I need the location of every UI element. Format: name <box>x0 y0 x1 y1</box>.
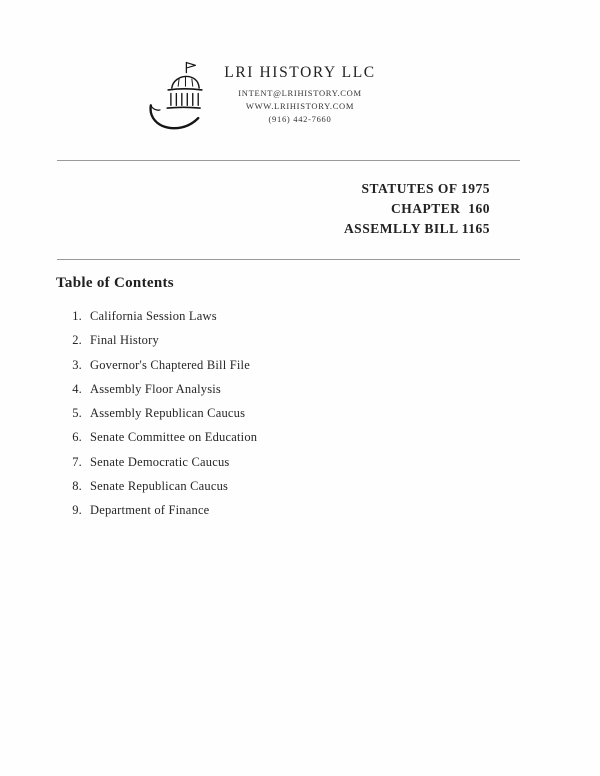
toc-item-number: 3. <box>72 357 82 372</box>
bill-line: ASSEMLLY BILL 1165 <box>343 221 490 236</box>
toc-item-number: 2. <box>72 333 82 348</box>
toc-item <box>68 430 600 454</box>
toc-item <box>68 455 600 479</box>
contact-block <box>0 64 600 126</box>
toc-item-label: California Session Laws <box>90 309 217 323</box>
toc-item-label: Final History <box>90 333 159 348</box>
statutes-line: STATUTES OF 1975 <box>361 181 490 196</box>
toc-item <box>68 479 600 503</box>
toc-item-label: Senate Democratic Caucus <box>90 454 230 469</box>
contact-phone: (916) 442-7660 <box>268 114 332 124</box>
chapter-line: CHAPTER 160 <box>390 201 490 216</box>
contact-website: WWW.LRIHISTORY.COM <box>245 101 355 111</box>
statute-reference <box>0 179 490 239</box>
divider-top <box>57 160 520 161</box>
letterhead <box>0 0 600 160</box>
toc-item-label: Senate Committee on Education <box>90 430 258 445</box>
toc-item-label: Senate Republican Caucus <box>90 479 229 494</box>
capitol-building-icon <box>143 58 217 140</box>
toc-item-label: Assembly Republican Caucus <box>90 406 246 421</box>
toc-item-label: Department of Finance <box>90 503 210 518</box>
toc-item-number: 6. <box>72 430 82 445</box>
divider-bottom <box>57 259 520 260</box>
company-name: LRI HISTORY LLC <box>224 64 376 81</box>
toc-item-label: Assembly Floor Analysis <box>90 381 221 396</box>
toc-item-label: Governor's Chaptered Bill File <box>90 357 250 372</box>
toc-item-number: 9. <box>72 503 82 518</box>
toc-list <box>68 309 600 528</box>
toc-item <box>68 406 600 430</box>
toc-item <box>68 382 600 406</box>
toc-item <box>68 503 600 527</box>
toc-item <box>68 358 600 382</box>
toc-item <box>68 333 600 357</box>
toc-item-number: 1. <box>72 309 82 323</box>
toc-item-number: 8. <box>72 479 82 494</box>
toc-item-number: 5. <box>72 406 82 421</box>
toc-title: Table of Contents <box>56 275 174 291</box>
toc-item-number: 7. <box>72 454 82 469</box>
toc-item <box>68 309 600 333</box>
contact-email: INTENT@LRIHISTORY.COM <box>238 88 362 98</box>
toc-item-number: 4. <box>72 381 82 396</box>
